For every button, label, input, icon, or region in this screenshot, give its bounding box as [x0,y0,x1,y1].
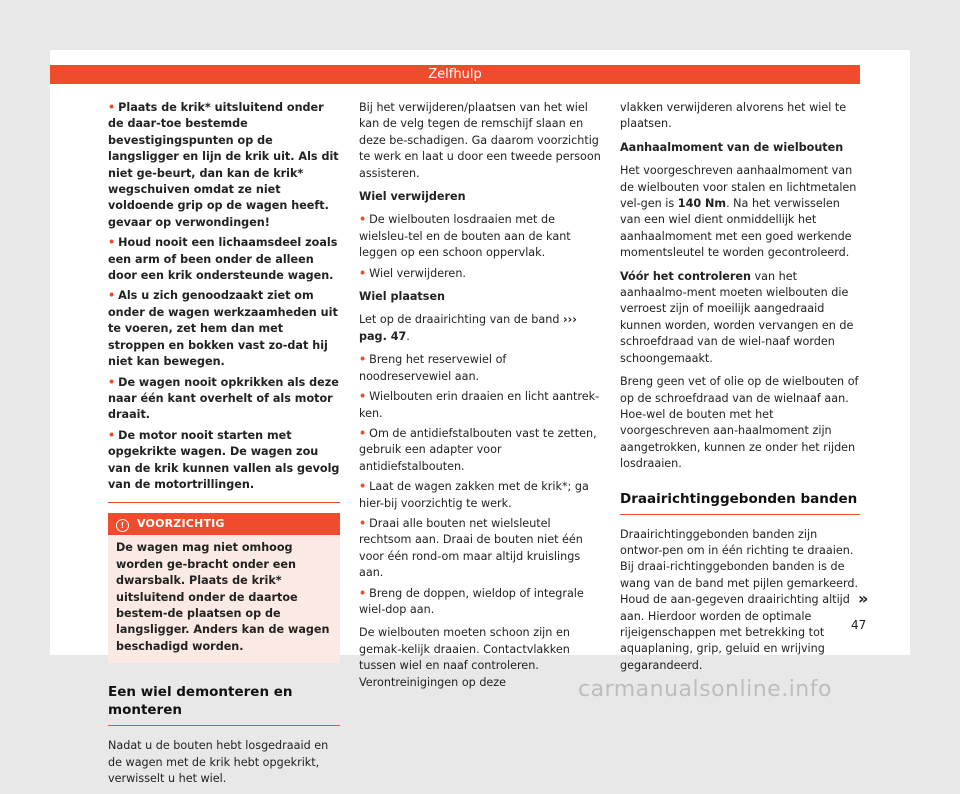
list-item: • Wiel verwijderen. [359,266,466,280]
subheading-torque: Aanhaalmoment van de wielbouten [620,140,844,154]
check-paragraph: Vóór het controleren van het aanhaalmo-ment moeten wielbouten die verroest zijn of moeilijk aangedraaid kunnen worden, worden vervangen en de schroefdraad van de wiel-naaf worden schoongemaakt. [620,269,854,365]
caution-box [108,513,340,663]
warning-bullets [108,100,340,493]
list-item: • Wielbouten erin draaien en licht aantrek-ken. [359,390,600,420]
section-heading-wrap [620,490,860,515]
section-heading-wrap [108,683,340,726]
list-item: • Plaats de krik* uitsluitend onder de daar-toe bestemde bevestigingspunten op de langsligger en lijn de krik uit. Als dit niet ge-beurt, dan kan de krik* wegschuiven omdat ze niet voldoende grip op de wagen heeft. gevaar op verwondingen! [108,101,339,229]
list-item: • Draai alle bouten net wielsleutel rechtsom aan. Draai de bouten niet één voor één rond-om maar altijd kruislings aan. [359,516,583,580]
bullet-icon: • [359,353,367,367]
header-title: Zelfhulp [428,67,482,82]
bullet-icon: • [359,586,367,600]
bullet-icon: • [108,101,116,114]
column-1 [108,100,340,794]
caution-title: VOORZICHTIG [137,517,225,531]
place-steps [359,352,602,618]
bullet-icon: • [359,390,367,404]
list-item: • Laat de wagen zakken met de krik*; ga hier-bij voorzichtig te werk. [359,480,589,510]
list-item: • Om de antidiefstalbouten vast te zetten, gebruik een adapter voor antidiefstalbouten. [359,426,597,473]
bullet-icon: • [108,428,116,442]
section-title-wheel: Een wiel demonteren en monteren [108,684,293,719]
outro-paragraph: De wielbouten moeten schoon zijn en gemak-kelijk draaien. Contactvlakken tussen wiel en naaf controleren. Verontreinigingen op deze [359,626,570,689]
section-paragraph: Draairichtinggebonden banden zijn ontwor-pen om in één richting te draaien. Bij draai-richtinggebonden banden is de wang van de band met pijlen gemarkeerd. Houd de aan-gegeven draairichting altijd aan. Hierdoor worden de optimale rijeigenschappen met betrekking tot aquaplaning, grip, geluid en wrijving gegarandeerd. [620,527,859,672]
bullet-icon: • [108,236,116,250]
page-header [50,65,860,84]
list-item: • De wielbouten losdraaien met de wielsleu-tel en de bouten aan de kant leggen op een schoon oppervlak. [359,213,571,260]
intro-paragraph: Bij het verwijderen/plaatsen van het wiel kan de velg tegen de remschijf slaan en deze be-schadigen. Ga daarom voorzichtig te werk en laat u door een tweede persoon assisteren. [359,101,601,180]
list-item: • Breng het reservewiel of noodreservewiel aan. [359,353,507,383]
caution-text: De wagen mag niet omhoog worden ge-bracht onder een dwarsbalk. Plaats de krik* uitsluitend onder de daartoe bestem-de plaatsen op de langsligger. Anders kan de wagen beschadigd worden. [116,541,330,653]
bullet-icon: • [359,516,367,530]
bullet-icon: • [108,289,116,303]
caution-header [108,513,340,535]
caution-icon: ! [116,519,129,532]
next-page-icon: » [858,589,869,608]
place-paragraph: Let op de draairichting van de band ››› pag. 47. [359,313,577,343]
section-paragraph: Nadat u de bouten hebt losgedraaid en de wagen met de krik hebt opgekrikt, verwisselt u het wiel. [108,739,329,785]
column-3 [620,100,860,681]
list-item: • De motor nooit starten met opgekrikte wagen. De wagen zou van de krik kunnen vallen als gevolg van de motortrillingen. [108,428,340,491]
bullet-icon: • [359,213,367,227]
list-item: • Breng de doppen, wieldop of integrale wiel-dop aan. [359,586,584,616]
list-item: • De wagen nooit opkrikken als deze naar één kant overhelt of als motor draait. [108,375,339,422]
list-item: • Als u zich genoodzaakt ziet om onder de wagen werkzaamheden uit te voeren, zet hem dan met stroppen en bokken vast zo-dat hij niet kan bewegen. [108,289,338,369]
section-title-tyres: Draairichtinggebonden banden [620,490,858,507]
column-2 [359,100,602,698]
watermark: carmanualsonline.info [578,677,832,702]
subheading-remove: Wiel verwijderen [359,190,466,204]
bullet-icon: • [359,266,367,280]
continued-paragraph: vlakken verwijderen alvorens het wiel te plaatsen. [620,101,847,131]
list-item: • Houd nooit een lichaamsdeel zoals een arm of been onder de alleen door een krik ondersteunde wagen. [108,236,338,283]
page-number: 47 [851,618,867,632]
grease-paragraph: Breng geen vet of olie op de wielbouten of op de schroefdraad van de wielnaaf aan. Hoe-wel de bouten met het voorgeschreven aan-haalmoment zijn aangetrokken, kunnen ze onder het rijden losdraaien. [620,375,859,471]
torque-value: 140 Nm [677,197,727,211]
divider [108,502,340,503]
page-reference-link[interactable]: ››› pag. 47 [359,313,577,343]
bullet-icon: • [359,426,367,440]
torque-paragraph: Het voorgeschreven aanhaalmoment van de wielbouten voor stalen en lichtmetalen vel-gen is 140 Nm. Na het verwisselen van een wiel dient onmiddellijk het aanhaalmoment met een goed werkende momentsleutel te worden gecontroleerd. [620,164,857,260]
bullet-icon: • [359,480,367,494]
remove-steps [359,212,602,282]
bullet-icon: • [108,375,116,389]
subheading-place: Wiel plaatsen [359,290,445,304]
